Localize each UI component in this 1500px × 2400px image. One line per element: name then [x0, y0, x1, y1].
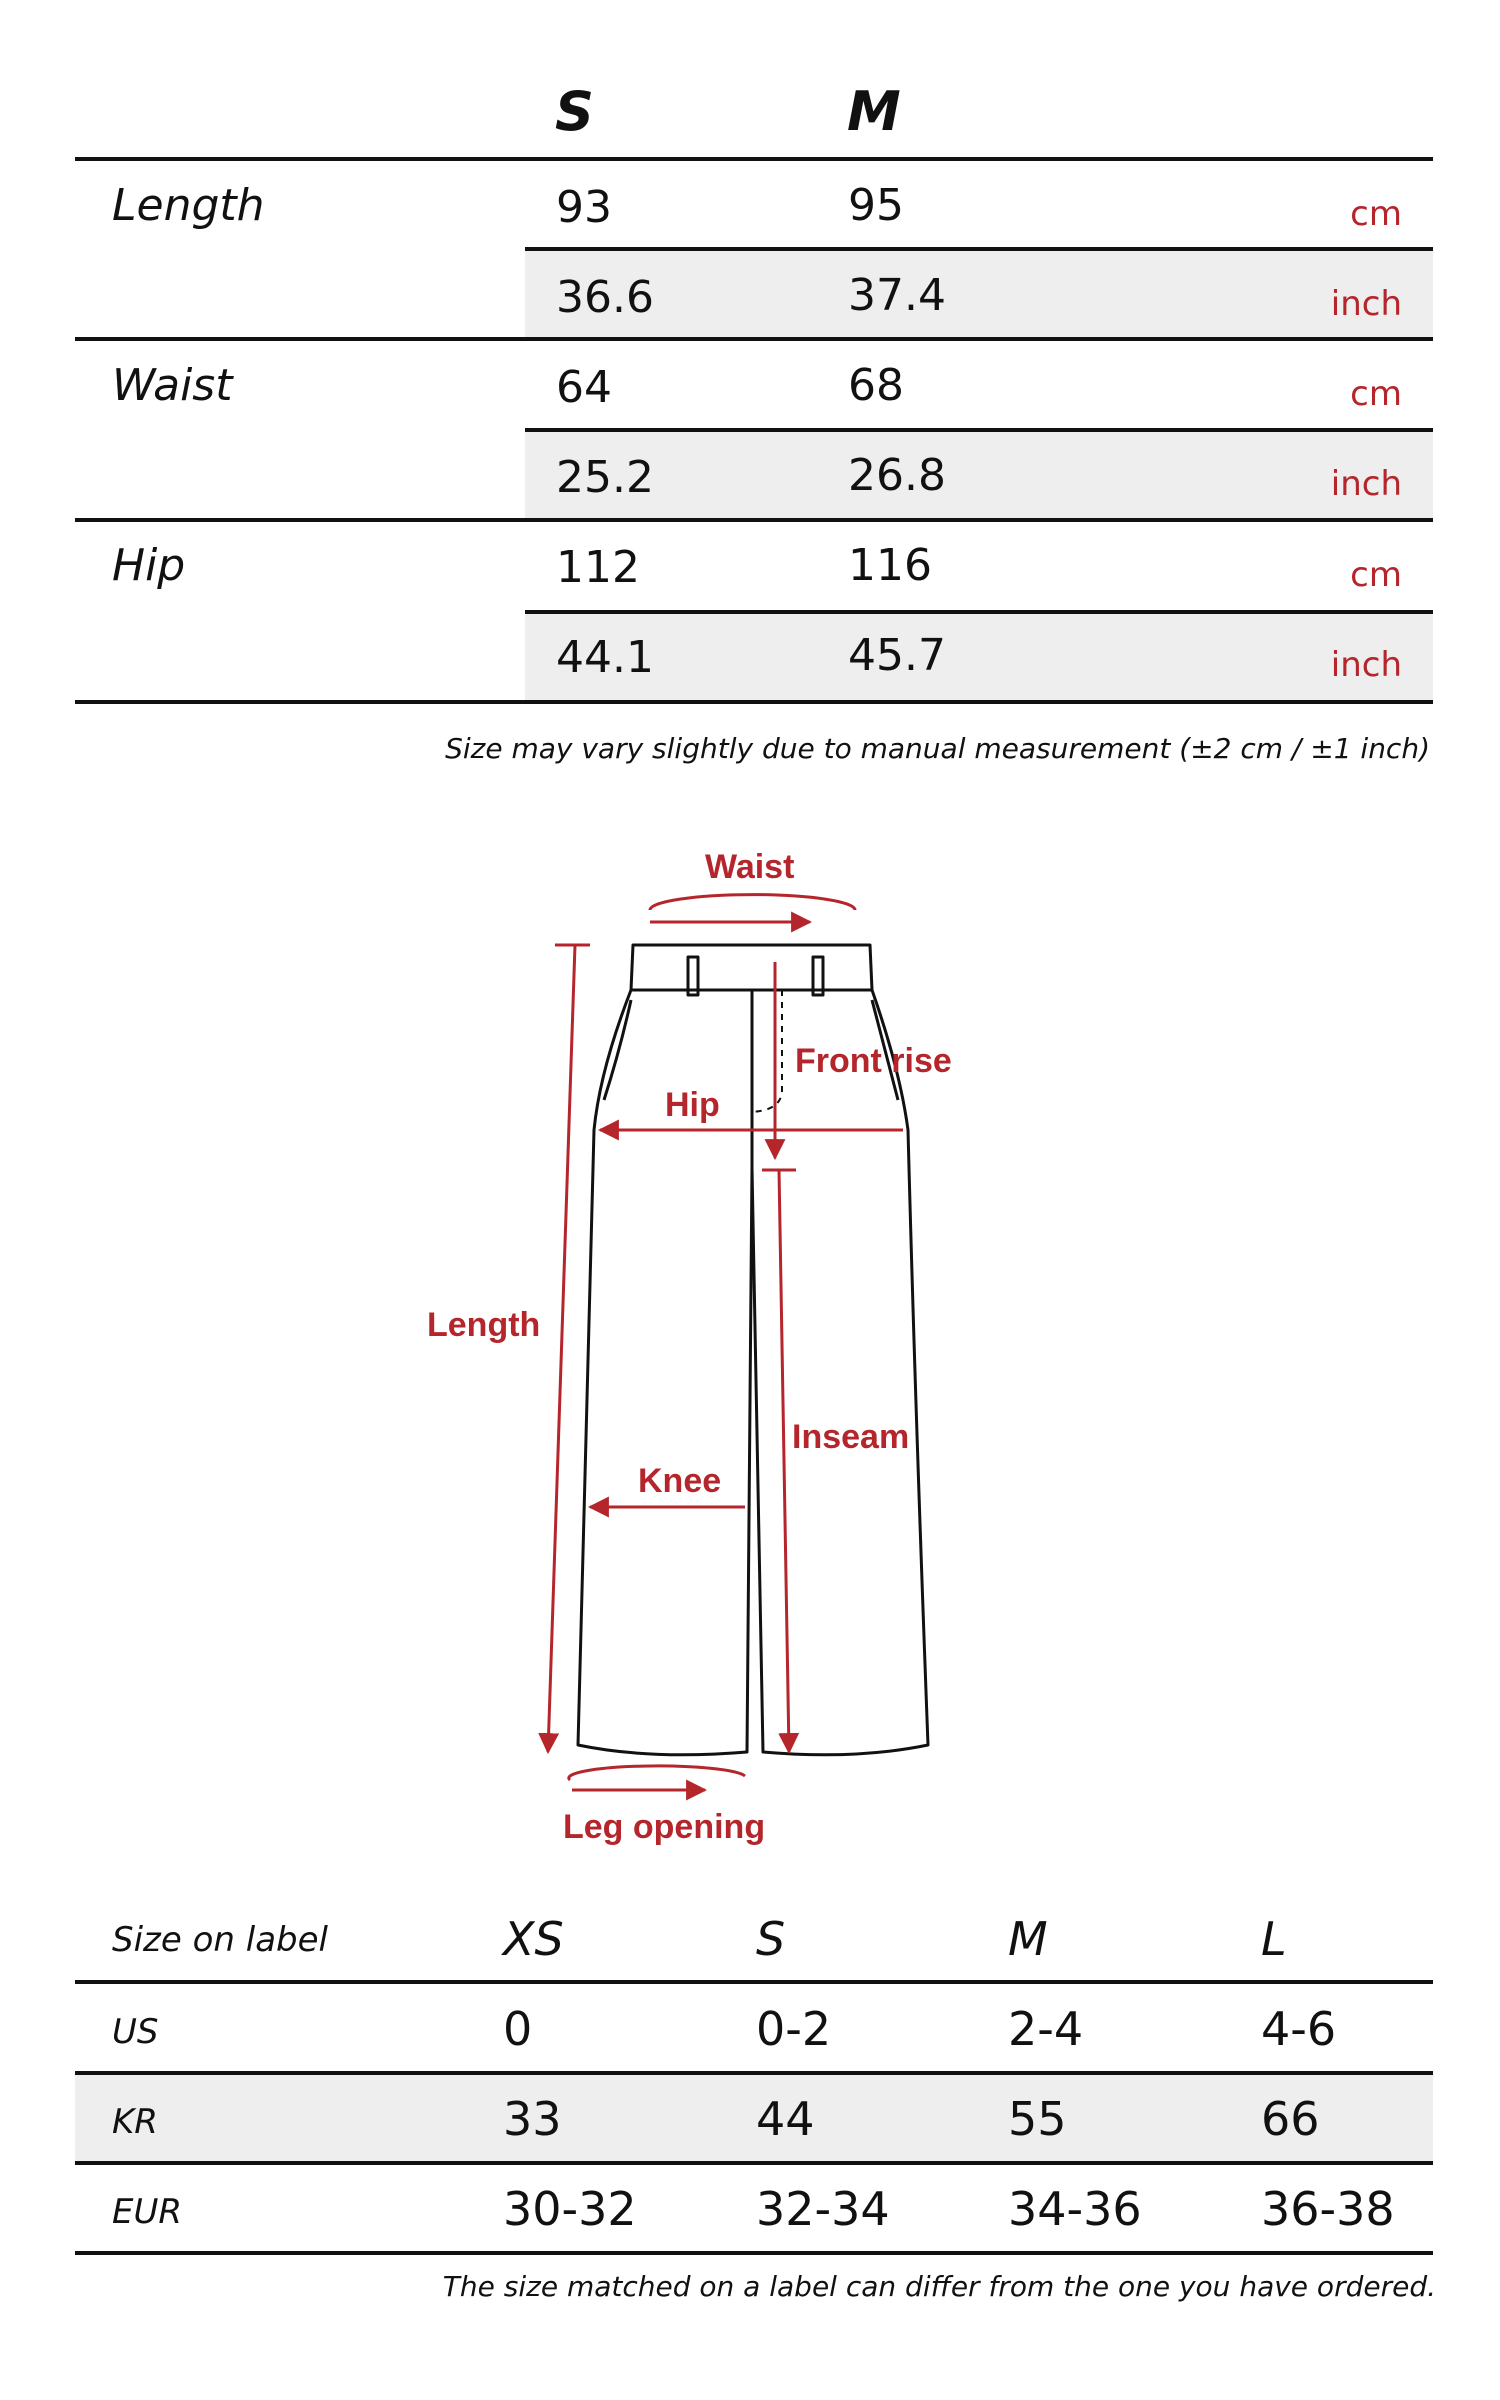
front-rise-label: Front rise	[795, 1042, 952, 1080]
row-label-length: Length	[112, 180, 265, 231]
inseam-arrow	[779, 1170, 789, 1752]
row-label-us: US	[112, 2012, 159, 2052]
waist-m-inch: 26.8	[848, 450, 946, 501]
table-rule	[75, 1980, 1433, 1984]
kr-s: 44	[756, 2092, 815, 2146]
hip-s-inch: 44.1	[556, 632, 654, 683]
hip-s-cm: 112	[556, 542, 640, 593]
length-s-inch: 36.6	[556, 272, 654, 323]
table-rule	[75, 518, 1433, 522]
length-arrow	[548, 945, 575, 1752]
table-rule	[75, 700, 1433, 704]
hip-label: Hip	[665, 1086, 720, 1124]
length-m-cm: 95	[848, 180, 904, 231]
size-header-s: S	[555, 80, 594, 143]
unit-inch: inch	[1330, 284, 1402, 324]
measurement-note: Size may vary slightly due to manual measurement (±2 cm / ±1 inch)	[445, 732, 1430, 765]
pants-measurement-diagram	[0, 820, 1500, 1860]
kr-xs: 33	[503, 2092, 562, 2146]
unit-cm: cm	[1350, 194, 1402, 234]
unit-cm: cm	[1350, 374, 1402, 414]
table-rule	[75, 337, 1433, 341]
knee-label: Knee	[638, 1462, 722, 1500]
size-on-label-header: Size on label	[112, 1920, 328, 1960]
waist-s-inch: 25.2	[556, 452, 654, 503]
us-m: 2-4	[1008, 2002, 1084, 2056]
size-header-m: M	[847, 80, 901, 143]
table-rule	[75, 2161, 1433, 2165]
hip-m-cm: 116	[848, 540, 932, 591]
eur-s: 32-34	[756, 2182, 890, 2236]
size-header-s: S	[756, 1912, 786, 1966]
row-label-hip: Hip	[112, 540, 186, 591]
table-rule	[75, 2251, 1433, 2255]
kr-row-band	[75, 2075, 1433, 2161]
table-rule	[75, 157, 1433, 161]
unit-inch: inch	[1330, 464, 1402, 504]
row-label-waist: Waist	[112, 360, 233, 411]
unit-cm: cm	[1350, 555, 1402, 595]
size-header-m: M	[1008, 1912, 1048, 1966]
waist-m-cm: 68	[848, 360, 904, 411]
unit-inch: inch	[1330, 645, 1402, 685]
waist-arrow	[650, 895, 855, 922]
eur-l: 36-38	[1261, 2182, 1395, 2236]
length-m-inch: 37.4	[848, 270, 946, 321]
inseam-label: Inseam	[792, 1418, 910, 1456]
us-s: 0-2	[756, 2002, 832, 2056]
size-header-xs: XS	[503, 1912, 564, 1966]
leg-opening-label: Leg opening	[563, 1808, 766, 1846]
length-label: Length	[427, 1306, 541, 1344]
length-s-cm: 93	[556, 182, 612, 233]
us-xs: 0	[503, 2002, 533, 2056]
waist-label: Waist	[705, 848, 795, 886]
size-header-l: L	[1261, 1912, 1287, 1966]
row-label-kr: KR	[112, 2102, 158, 2142]
waist-s-cm: 64	[556, 362, 612, 413]
us-l: 4-6	[1261, 2002, 1337, 2056]
eur-xs: 30-32	[503, 2182, 637, 2236]
size-label-note: The size matched on a label can differ from the one you have ordered.	[442, 2270, 1436, 2303]
kr-m: 55	[1008, 2092, 1067, 2146]
leg-opening-arrow	[569, 1766, 745, 1790]
eur-m: 34-36	[1008, 2182, 1142, 2236]
kr-l: 66	[1261, 2092, 1320, 2146]
hip-m-inch: 45.7	[848, 630, 946, 681]
row-label-eur: EUR	[112, 2192, 182, 2232]
